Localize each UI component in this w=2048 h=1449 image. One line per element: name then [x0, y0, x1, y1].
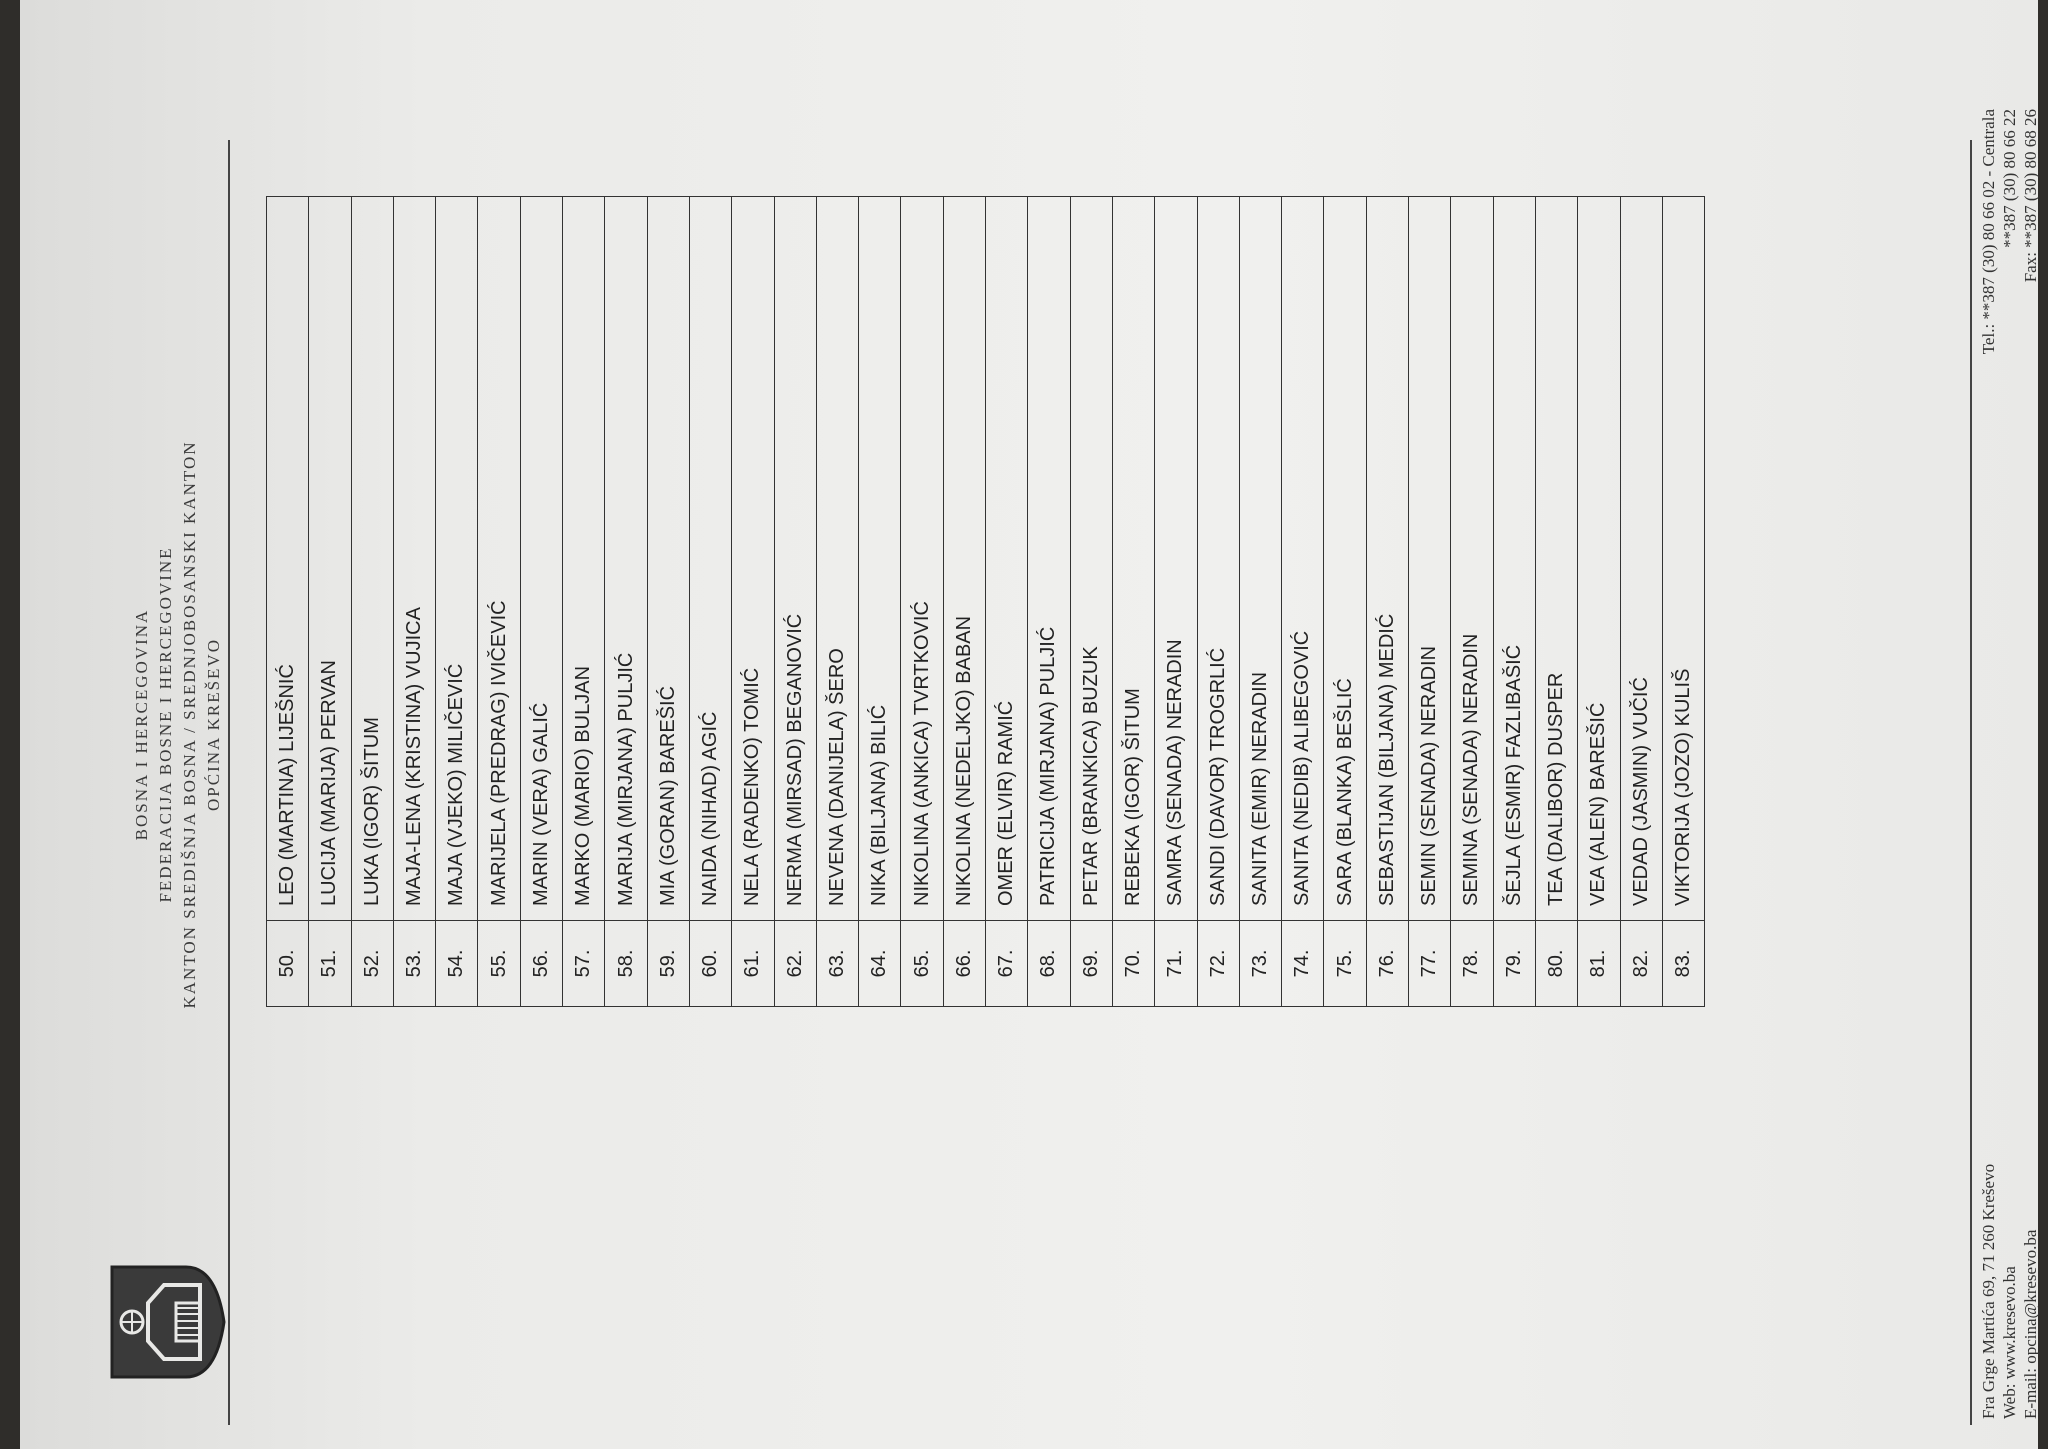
- row-name: LEO (MARTINA) LIJEŠNIĆ: [267, 197, 309, 921]
- row-name: VEDAD (JASMIN) VUČIĆ: [1620, 197, 1662, 921]
- row-name: LUCIJA (MARIJA) PERVAN: [309, 197, 351, 921]
- row-number: 59.: [647, 921, 689, 1007]
- table-row: [1028, 197, 1070, 1007]
- row-number: 73.: [1239, 921, 1281, 1007]
- row-number: 56.: [520, 921, 562, 1007]
- footer-tel: Tel.: **387 (30) 80 66 02 - Centrala: [1979, 109, 1998, 355]
- footer-address: Fra Grge Martića 69, 71 260 Kreševo: [1979, 1163, 1998, 1419]
- footer-email: E-mail: opcina@kresevo.ba: [2021, 1229, 2040, 1419]
- row-name: SEMIN (SENADA) NERADIN: [1409, 197, 1451, 921]
- table-row: [1070, 197, 1112, 1007]
- row-number: 79.: [1493, 921, 1535, 1007]
- table-row: [351, 197, 393, 1007]
- row-number: 82.: [1620, 921, 1662, 1007]
- table-row: [1155, 197, 1197, 1007]
- table-row: [774, 197, 816, 1007]
- rotated-page-content: [20, 0, 2038, 1449]
- row-number: 78.: [1451, 921, 1493, 1007]
- header-line-federation: FEDERACIJA BOSNE I HERCEGOVINE: [156, 546, 175, 903]
- table-row: [1578, 197, 1620, 1007]
- row-name: SEMINA (SENADA) NERADIN: [1451, 197, 1493, 921]
- table-row: [1112, 197, 1154, 1007]
- row-name: NELA (RADENKO) TOMIĆ: [732, 197, 774, 921]
- row-name: LUKA (IGOR) ŠITUM: [351, 197, 393, 921]
- row-name: SANITA (NEDIB) ALIBEGOVIĆ: [1282, 197, 1324, 921]
- footer-web: Web: www.kresevo.ba: [2000, 1266, 2019, 1419]
- row-number: 70.: [1112, 921, 1154, 1007]
- row-name: PATRICIJA (MIRJANA) PULJIĆ: [1028, 197, 1070, 921]
- row-number: 53.: [393, 921, 435, 1007]
- row-name: VIKTORIJA (JOZO) KULIŠ: [1662, 197, 1704, 921]
- row-name: MAJA-LENA (KRISTINA) VUJICA: [393, 197, 435, 921]
- row-number: 67.: [986, 921, 1028, 1007]
- footer-fax: Fax: **387 (30) 80 68 26: [2021, 109, 2040, 283]
- row-number: 80.: [1535, 921, 1577, 1007]
- table-row: [1535, 197, 1577, 1007]
- table-row: [689, 197, 731, 1007]
- table-row: [1239, 197, 1281, 1007]
- header-line-municipality: OPĆINA KREŠEVO: [204, 638, 223, 811]
- table-row: [309, 197, 351, 1007]
- table-row: [436, 197, 478, 1007]
- row-name: MARKO (MARIO) BULJAN: [563, 197, 605, 921]
- table-row: [563, 197, 605, 1007]
- row-number: 51.: [309, 921, 351, 1007]
- table-row: [943, 197, 985, 1007]
- row-name: MARIN (VERA) GALIĆ: [520, 197, 562, 921]
- footer-divider: [1970, 140, 1972, 1425]
- row-number: 77.: [1409, 921, 1451, 1007]
- table-row: [1451, 197, 1493, 1007]
- row-name: MARIJA (MIRJANA) PULJIĆ: [605, 197, 647, 921]
- table-row: [1197, 197, 1239, 1007]
- name-table: [266, 196, 1705, 1007]
- row-name: NERMA (MIRSAD) BEGANOVIĆ: [774, 197, 816, 921]
- footer-contact: [1978, 1164, 2041, 1419]
- row-name: VEA (ALEN) BAREŠIĆ: [1578, 197, 1620, 921]
- row-number: 50.: [267, 921, 309, 1007]
- table-row: [478, 197, 520, 1007]
- row-number: 63.: [816, 921, 858, 1007]
- row-number: 64.: [859, 921, 901, 1007]
- row-name: MAJA (VJEKO) MILIČEVIĆ: [436, 197, 478, 921]
- row-number: 83.: [1662, 921, 1704, 1007]
- row-number: 74.: [1282, 921, 1324, 1007]
- table-row: [1493, 197, 1535, 1007]
- row-number: 58.: [605, 921, 647, 1007]
- table-row: [1409, 197, 1451, 1007]
- document-page: [20, 0, 2038, 1449]
- row-number: 66.: [943, 921, 985, 1007]
- letterhead: [130, 0, 226, 1449]
- row-name: REBEKA (IGOR) ŠITUM: [1112, 197, 1154, 921]
- footer-tel2: **387 (30) 80 66 22: [2000, 109, 2019, 248]
- table-row: [1366, 197, 1408, 1007]
- row-name: ŠEJLA (ESMIR) FAZLIBAŠIĆ: [1493, 197, 1535, 921]
- table-row: [1620, 197, 1662, 1007]
- row-name: NEVENA (DANIJELA) ŠERO: [816, 197, 858, 921]
- row-number: 52.: [351, 921, 393, 1007]
- row-name: NIKOLINA (ANKICA) TVRTKOVIĆ: [901, 197, 943, 921]
- row-number: 57.: [563, 921, 605, 1007]
- table-row: [986, 197, 1028, 1007]
- row-number: 71.: [1155, 921, 1197, 1007]
- row-number: 62.: [774, 921, 816, 1007]
- row-number: 76.: [1366, 921, 1408, 1007]
- row-number: 61.: [732, 921, 774, 1007]
- row-name: SEBASTIJAN (BILJANA) MEDIĆ: [1366, 197, 1408, 921]
- row-number: 55.: [478, 921, 520, 1007]
- row-number: 65.: [901, 921, 943, 1007]
- table-row: [859, 197, 901, 1007]
- row-name: MARIJELA (PREDRAG) IVIČEVIĆ: [478, 197, 520, 921]
- row-name: SARA (BLANKA) BEŠLIĆ: [1324, 197, 1366, 921]
- table-row: [605, 197, 647, 1007]
- row-name: PETAR (BRANKICA) BUZUK: [1070, 197, 1112, 921]
- row-number: 54.: [436, 921, 478, 1007]
- row-name: SANITA (EMIR) NERADIN: [1239, 197, 1281, 921]
- table-row: [732, 197, 774, 1007]
- header-divider: [228, 140, 230, 1425]
- row-name: NAIDA (NIHAD) AGIĆ: [689, 197, 731, 921]
- table-row: [816, 197, 858, 1007]
- table-row: [901, 197, 943, 1007]
- header-line-canton: KANTON SREDIŠNJA BOSNA / SREDNJOBOSANSKI KANTON: [180, 440, 199, 1009]
- table-row: [520, 197, 562, 1007]
- row-name: TEA (DALIBOR) DUSPER: [1535, 197, 1577, 921]
- row-number: 81.: [1578, 921, 1620, 1007]
- header-line-country: BOSNA I HERCEGOVINA: [132, 608, 151, 841]
- footer-phones: [1978, 109, 2041, 619]
- table-row: [647, 197, 689, 1007]
- row-name: MIA (GORAN) BAREŠIĆ: [647, 197, 689, 921]
- table-row: [267, 197, 309, 1007]
- row-number: 68.: [1028, 921, 1070, 1007]
- table-row: [1282, 197, 1324, 1007]
- table-row: [393, 197, 435, 1007]
- row-name: OMER (ELVIR) RAMIĆ: [986, 197, 1028, 921]
- row-name: NIKOLINA (NEDELJKO) BABAN: [943, 197, 985, 921]
- row-name: SANDI (DAVOR) TROGRLIĆ: [1197, 197, 1239, 921]
- row-name: SAMRA (SENADA) NERADIN: [1155, 197, 1197, 921]
- row-number: 75.: [1324, 921, 1366, 1007]
- table-row: [1324, 197, 1366, 1007]
- row-number: 69.: [1070, 921, 1112, 1007]
- table-row: [1662, 197, 1704, 1007]
- row-name: NIKA (BILJANA) BILIĆ: [859, 197, 901, 921]
- row-number: 72.: [1197, 921, 1239, 1007]
- row-number: 60.: [689, 921, 731, 1007]
